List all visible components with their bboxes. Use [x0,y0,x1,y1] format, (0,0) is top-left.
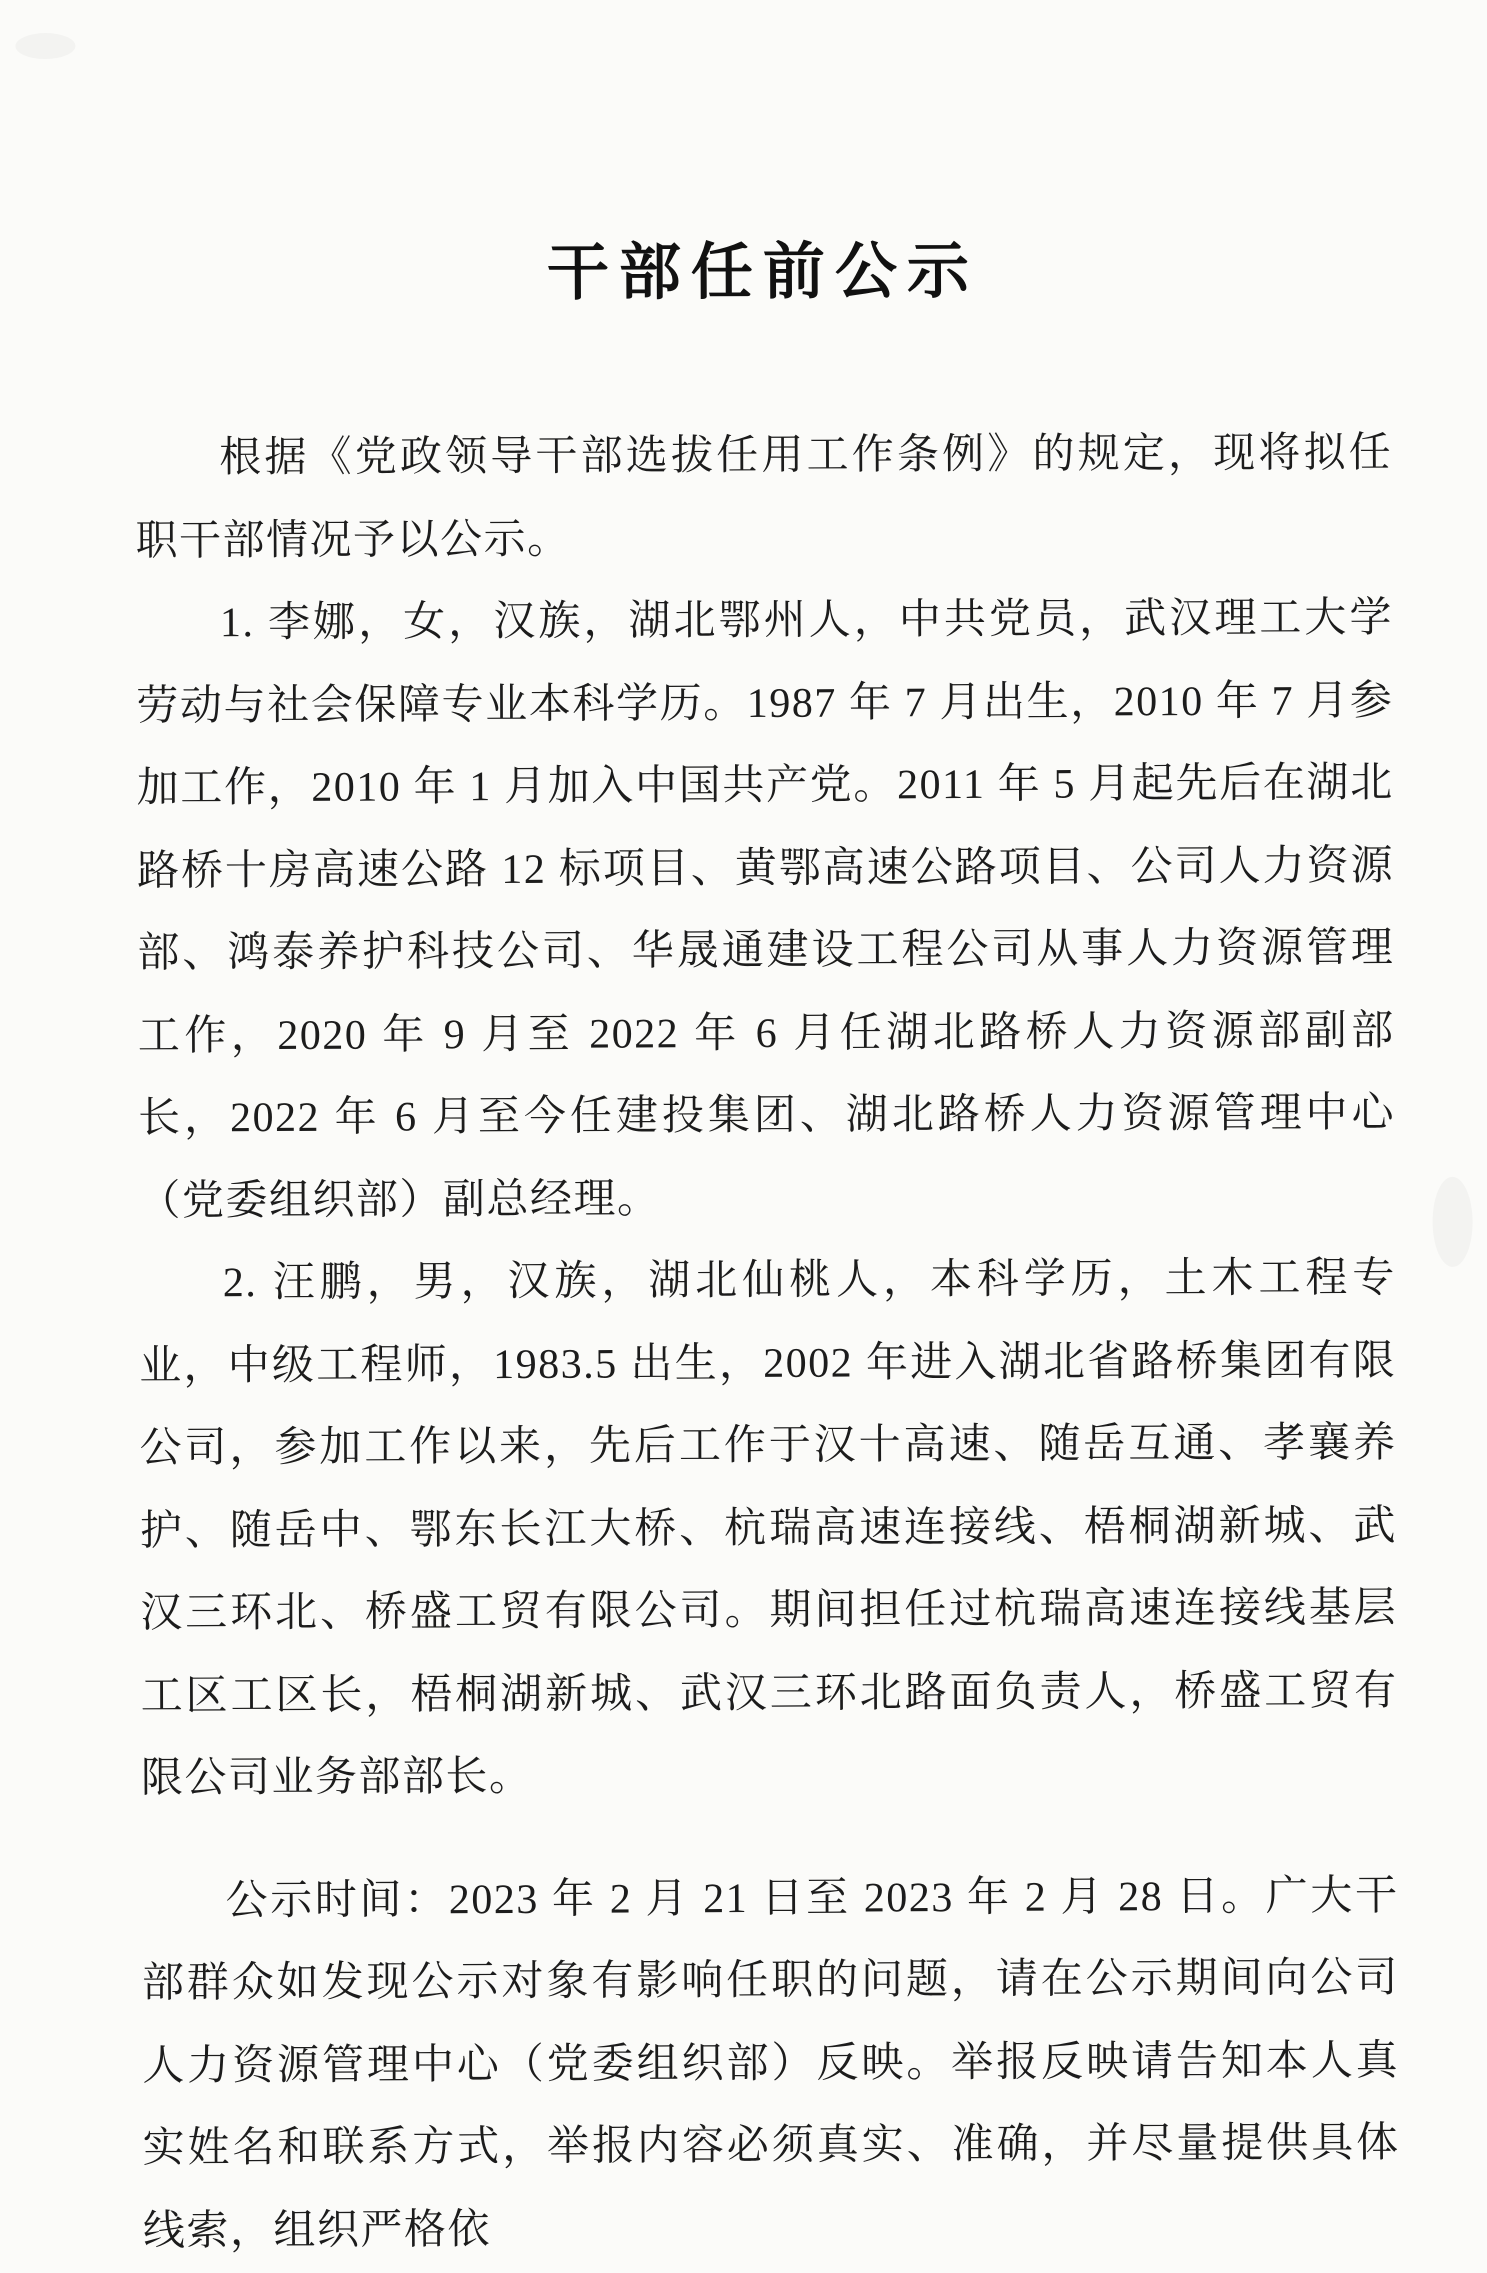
notice-period-paragraph: 公示时间：2023 年 2 月 21 日至 2023 年 2 月 28 日。广大干部群众如发现公示对象有影响任职的问题，请在公示期间向公司人力资源管理中心（党委组织部）反映。举报反映请告知本人真实姓名和联系方式，举报内容必须真实、准确，并尽量提供具体线索，组织严格依 [141,1872,1400,2255]
document-body [135,412,1400,2272]
document-title: 干部任前公示 [546,237,980,308]
candidate-2-paragraph: 2. 汪鹏，男，汉族，湖北仙桃人，本科学历，土木工程专业，中级工程师，1983.5 出生，2002 年进入湖北省路桥集团有限公司，参加工作以来，先后工作于汉十高速、随岳互通、孝襄养护、随岳中、鄂东长江大桥、杭瑞高速连接线、梧桐湖新城、武汉三环北、桥盛工贸有限公司。期间担任过杭瑞高速连接线基层工区工区长，梧桐湖新城、武汉三环北路面负责人，桥盛工贸有限公司业务部部长。 [139,1255,1398,1802]
candidate-1-paragraph: 1. 李娜，女，汉族，湖北鄂州人，中共党员，武汉理工大学劳动与社会保障专业本科学历。1987 年 7 月出生，2010 年 7 月参加工作，2010 年 1 月加入中国共产党。2011 年 5 月起先后在湖北路桥十房高速公路 12 标项目、黄鄂高速公路项目、公司人力资源部、鸿泰养护科技公司、华晟通建设工程公司从事人力资源管理工作，2020 年 9 月至 2022 年 6 月任湖北路桥人力资源部副部长，2022 年 6 月至今任建投集团、湖北路桥人力资源管理中心（党委组织部）副总经理。 [136,595,1396,1225]
intro-paragraph: 根据《党政领导干部选拔任用工作条例》的规定，现将拟任职干部情况予以公示。 [135,430,1393,565]
scan-smudge [1432,1177,1472,1267]
scan-smudge [15,33,75,59]
